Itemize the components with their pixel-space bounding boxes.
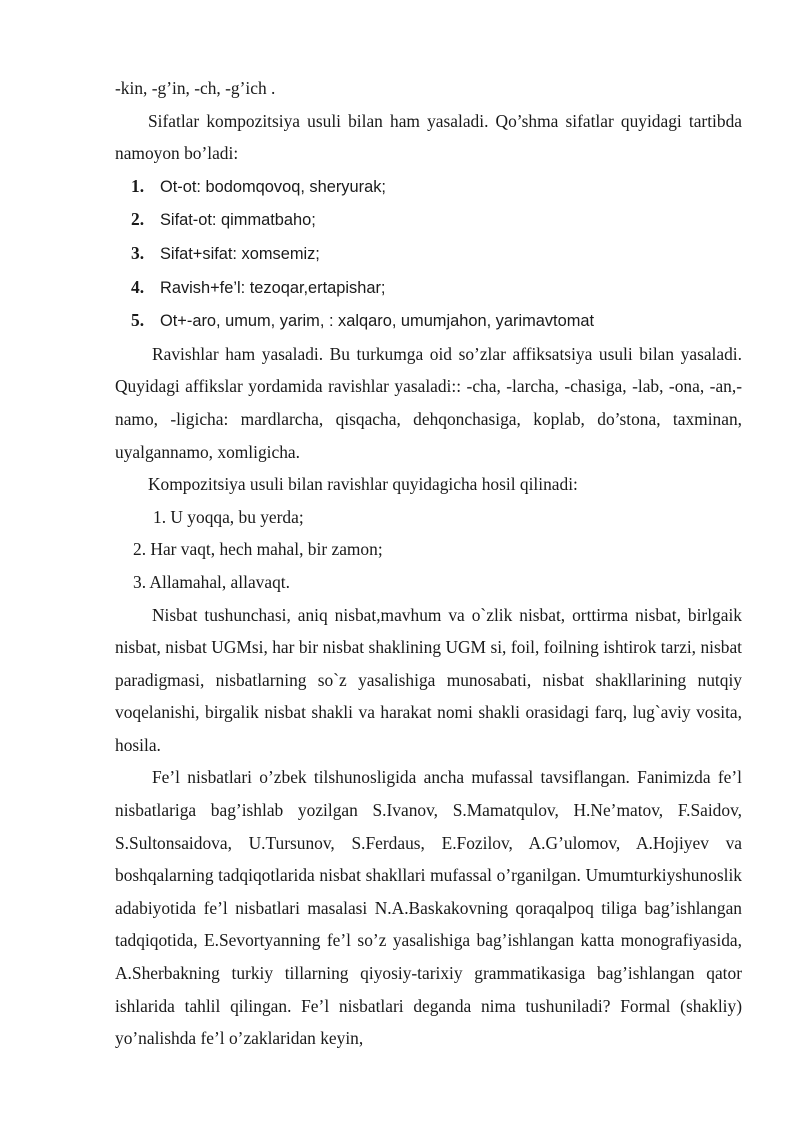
list-item <box>115 304 742 338</box>
list-item-number: 1. <box>131 175 145 196</box>
list-item: 3. Allamahal, allavaqt. <box>133 571 290 592</box>
list-item <box>115 237 742 271</box>
list-item-text: Ravish+fe’l: tezoqar,ertapishar; <box>160 278 386 297</box>
list-item: 2. Har vaqt, hech mahal, bir zamon; <box>133 539 383 560</box>
list-item-number: 4. <box>131 276 145 297</box>
list-item-text: Ot-ot: bodomqovoq, sheryurak; <box>160 177 386 196</box>
list-item-text: Sifat-ot: qimmatbaho; <box>160 211 316 230</box>
list-item <box>115 203 742 237</box>
paragraph-adverb-affixation: Ravishlar ham yasaladi. Bu turkumga oid so’zlar affiksatsiya usuli bilan yasaladi. Quyidagi affikslar yordamida ravishlar yasaladi:: -cha, -larcha, -chasiga, -lab, -ona, -an,-namo, -ligicha: mardlarcha, qisqacha, dehqonchasiga, koplab, do’stona, taxminan, uyalgannamo, xomligicha. <box>115 343 742 462</box>
list-item: 1. U yoqqa, bu yerda; <box>153 506 304 527</box>
paragraph-adverb-composition: Kompozitsiya usuli bilan ravishlar quyidagicha hosil qilinadi: <box>148 474 578 495</box>
list-item-number: 5. <box>131 310 145 331</box>
paragraph-verb-voices: Fe’l nisbatlari o’zbek tilshunosligida ancha mufassal tavsiflangan. Fanimizda fe’l nisbatlariga bag’ishlab yozilgan S.Ivanov, S.Mamatqulov, H.Ne’matov, F.Saidov, S.Sultonsaidova, U.Tursunov, S.Ferdaus, E.Fozilov, A.G’ulomov, A.Hojiyev va boshqalarning tadqiqotlarida nisbat shakllari mufassal o’rganilgan. Umumturkiyshunoslik adabiyotida fe’l nisbatlari masalasi N.A.Baskakovning qoraqalpoq tiliga bag’ishlangan tadqiqotida, E.Sevortyanning fe’l so’z yasalishiga bag’ishlangan katta monografiyasida, A.Sherbakning turkiy tillarning qiyosiy-tarixiy grammatikasiga bag’ishlangan qator ishlarida tahlil qilingan. Fe’l nisbatlari deganda nima tushuniladi? Formal (shakliy) yo’nalishda fe’l o’zaklaridan keyin, <box>115 767 742 1049</box>
compound-adjective-list <box>115 170 742 338</box>
list-item-number: 2. <box>131 209 145 230</box>
list-item-text: Sifat+sifat: xomsemiz; <box>160 244 320 263</box>
paragraph-voice-concepts: Nisbat tushunchasi, aniq nisbat,mavhum va o`zlik nisbat, orttirma nisbat, birlgaik nisbat, nisbat UGMsi, har bir nisbat shaklining UGM si, foil, foilning ishtirok tarzi, nisbat paradigmasi, nisbatlarning so`z yasalishiga munosabati, nisbat shakllarining nutqiy voqelanishi, birgalik nisbat shakli va harakat nomi shakli orasidagi farq, lug`aviy vosita, hosila. <box>115 604 742 755</box>
paragraph-adjective-composition: Sifatlar kompozitsiya usuli bilan ham yasaladi. Qo’shma sifatlar quyidagi tartibda namoyon bo’ladi: <box>115 110 742 164</box>
list-item <box>115 271 742 305</box>
list-item-number: 3. <box>131 242 145 263</box>
document-page <box>115 72 742 1055</box>
text-line-top: -kin, -g’in, -ch, -g’ich . <box>115 78 276 98</box>
adverb-composition-list <box>115 501 742 599</box>
list-item-text: Ot+-aro, umum, yarim, : xalqaro, umumjahon, yarimavtomat <box>160 312 595 331</box>
list-item <box>115 170 742 204</box>
